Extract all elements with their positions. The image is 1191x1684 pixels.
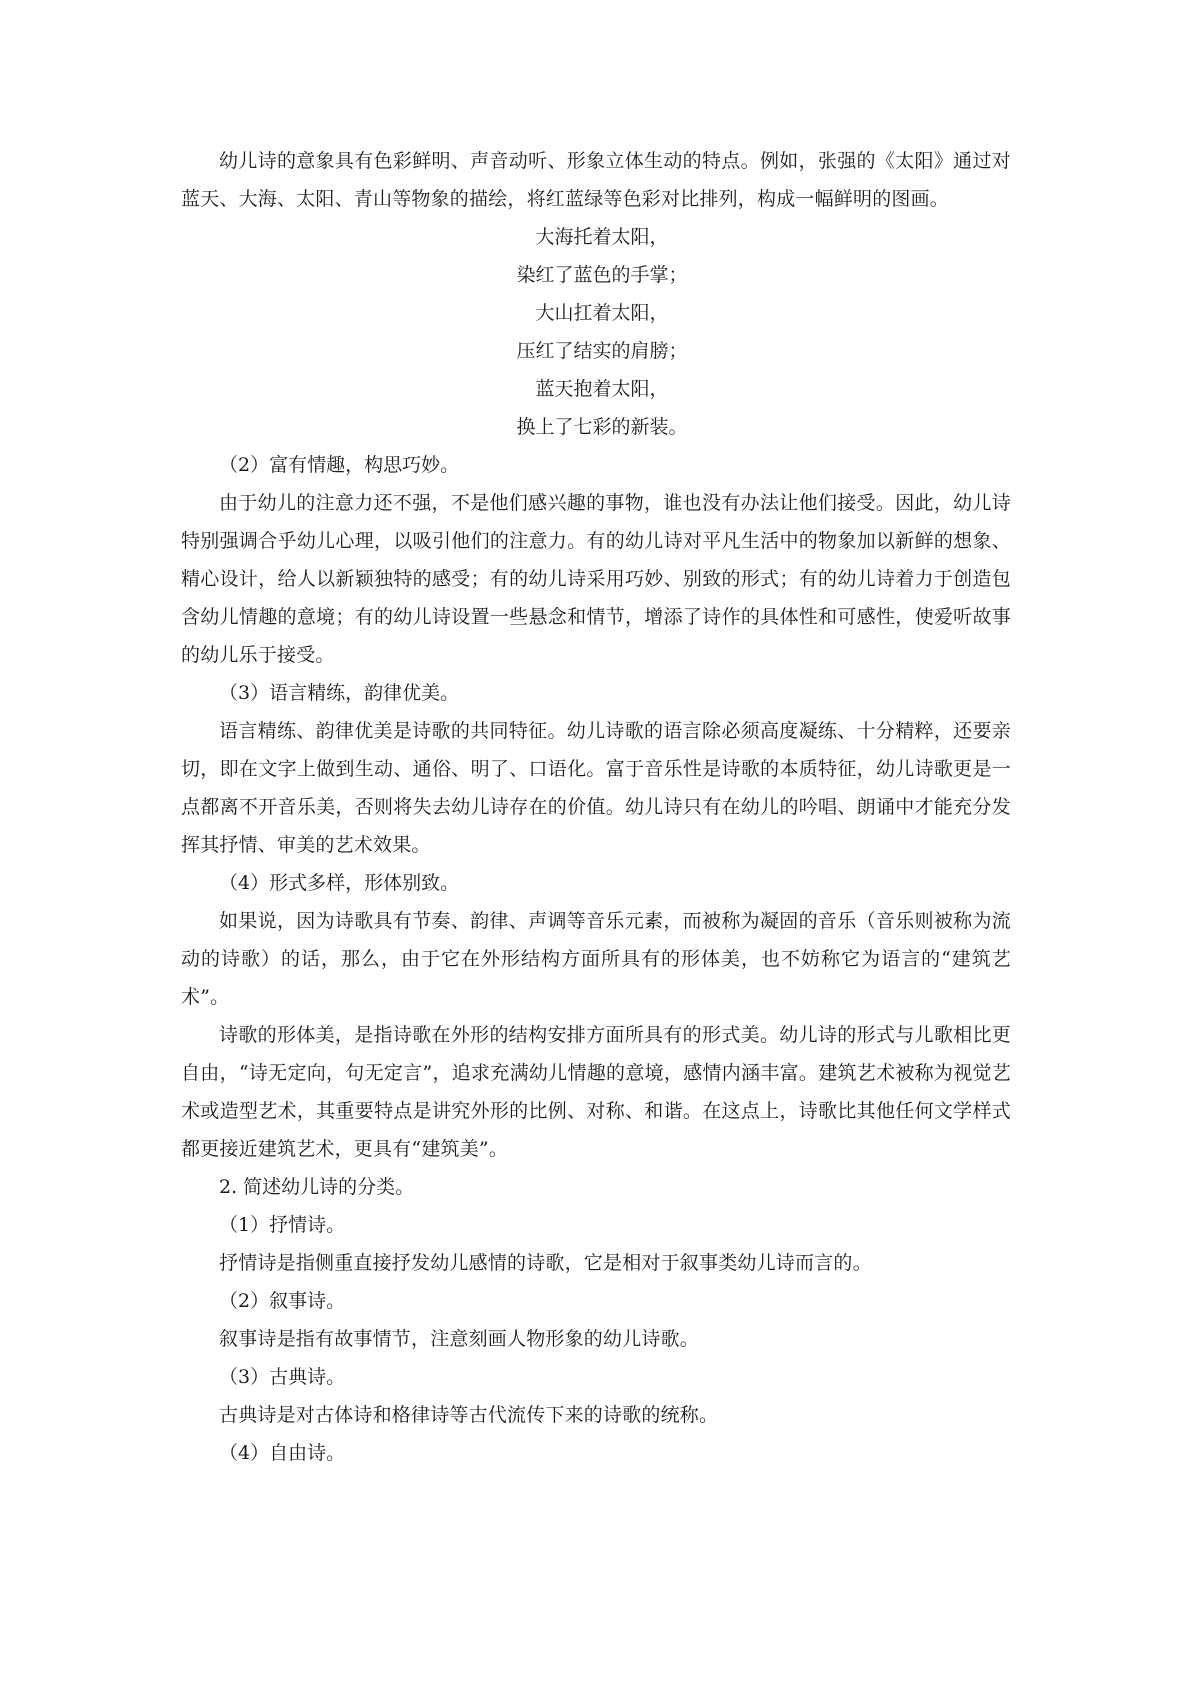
category-title-4: （4）自由诗。 — [219, 1442, 346, 1464]
category-title-1: （1）抒情诗。 — [219, 1214, 346, 1236]
section-heading-4: （4）形式多样，形体别致。 — [219, 872, 460, 894]
poem-line: 大山扛着太阳， — [535, 302, 669, 324]
category-title-2: （2）叙事诗。 — [219, 1290, 346, 1312]
question-heading: 2. 简述幼儿诗的分类。 — [219, 1176, 415, 1198]
category-text-2: 叙事诗是指有故事情节，注意刻画人物形象的幼儿诗歌。 — [219, 1328, 700, 1350]
poem-line: 大海托着太阳， — [535, 226, 669, 248]
category-title-3: （3）古典诗。 — [219, 1366, 346, 1388]
section-paragraph-4a: 如果说，因为诗歌具有节奏、韵律、声调等音乐元素，而被称为凝固的音乐（音乐则被称为流动的诗歌）的话，那么，由于它在外形结构方面所具有的形体美，也不妨称它为语言的“建筑艺术”。 — [181, 910, 1011, 1008]
section-paragraph-3: 语言精练、韵律优美是诗歌的共同特征。幼儿诗歌的语言除必须高度凝练、十分精粹，还要亲切，即在文字上做到生动、通俗、明了、口语化。富于音乐性是诗歌的本质特征，幼儿诗歌更是一点都离不开音乐美，否则将失去幼儿诗存在的价值。幼儿诗只有在幼儿的吟唱、朗诵中才能充分发挥其抒情、审美的艺术效果。 — [181, 720, 1011, 856]
poem-line: 染红了蓝色的手掌； — [516, 264, 688, 286]
section-paragraph-2: 由于幼儿的注意力还不强，不是他们感兴趣的事物，谁也没有办法让他们接受。因此，幼儿诗特别强调合乎幼儿心理，以吸引他们的注意力。有的幼儿诗对平凡生活中的物象加以新鲜的想象、精心设计，给人以新颖独特的感受；有的幼儿诗采用巧妙、别致的形式；有的幼儿诗着力于创造包含幼儿情趣的意境；有的幼儿诗设置一些悬念和情节，增添了诗作的具体性和可感性，使爱听故事的幼儿乐于接受。 — [181, 492, 1011, 666]
section-heading-3: （3）语言精练，韵律优美。 — [219, 682, 460, 704]
section-paragraph-4b: 诗歌的形体美，是指诗歌在外形的结构安排方面所具有的形式美。幼儿诗的形式与儿歌相比更自由，“诗无定向，句无定言”，追求充满幼儿情趣的意境，感情内涵丰富。建筑艺术被称为视觉艺术或造型艺术，其重要特点是讲究外形的比例、对称、和谐。在这点上，诗歌比其他任何文学样式都更接近建筑艺术，更具有“建筑美”。 — [181, 1024, 1011, 1160]
category-text-1: 抒情诗是指侧重直接抒发幼儿感情的诗歌，它是相对于叙事类幼儿诗而言的。 — [219, 1252, 872, 1274]
document-page — [181, 142, 1011, 1472]
poem-line: 换上了七彩的新装。 — [516, 416, 688, 438]
section-heading-2: （2）富有情趣，构思巧妙。 — [219, 454, 460, 476]
poem-line: 压红了结实的肩膀； — [516, 340, 688, 362]
category-text-3: 古典诗是对古体诗和格律诗等古代流传下来的诗歌的统称。 — [219, 1404, 719, 1426]
poem-line: 蓝天抱着太阳， — [535, 378, 669, 400]
intro-paragraph: 幼儿诗的意象具有色彩鲜明、声音动听、形象立体生动的特点。例如，张强的《太阳》通过对蓝天、大海、太阳、青山等物象的描绘，将红蓝绿等色彩对比排列，构成一幅鲜明的图画。 — [181, 150, 1011, 210]
poem-taiyang — [187, 218, 1017, 446]
